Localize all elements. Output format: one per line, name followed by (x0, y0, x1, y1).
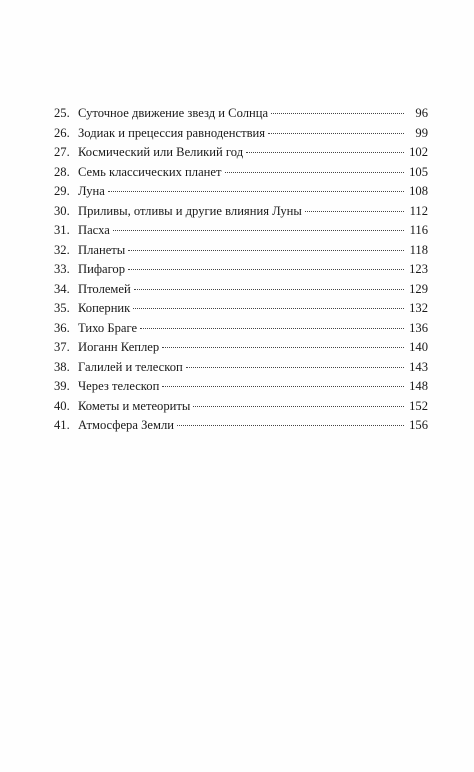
dot-leader (271, 113, 404, 114)
dot-leader (128, 269, 404, 270)
dot-leader (140, 328, 404, 329)
toc-entry-page: 99 (415, 125, 428, 140)
dot-leader (108, 191, 404, 192)
toc-entry-number: 41. (54, 418, 70, 432)
toc-entry-page: 148 (409, 379, 428, 393)
toc-entry-title: Через телескоп (78, 379, 160, 393)
toc-entry-number: 32. (54, 242, 70, 257)
toc-entry-page: 136 (409, 320, 428, 335)
toc-entry-page: 140 (409, 340, 428, 354)
toc-entry (54, 260, 428, 280)
toc-entry-number: 40. (54, 398, 70, 413)
toc-entry-page: 105 (409, 164, 428, 179)
toc-entry-page: 143 (409, 359, 428, 374)
toc-entry (54, 280, 428, 300)
toc-entry-page: 108 (409, 184, 428, 198)
toc-entry (54, 358, 428, 378)
toc-entry-title: Пифагор (78, 262, 126, 276)
toc-entry-page: 129 (409, 281, 428, 296)
toc-entry (54, 241, 428, 261)
toc-entry (54, 124, 428, 144)
toc-entry (54, 299, 428, 319)
toc-entry-number: 28. (54, 164, 70, 179)
dot-leader (246, 152, 404, 153)
toc-entry-number: 38. (54, 359, 70, 374)
toc-entry-page: 102 (409, 145, 428, 159)
toc-entry-page: 112 (409, 203, 428, 218)
dot-leader (128, 250, 404, 251)
dot-leader (133, 308, 404, 309)
toc-entry-page: 132 (409, 301, 428, 315)
toc-entry (54, 143, 428, 163)
toc-entry-number: 33. (54, 262, 70, 276)
toc-entry (54, 338, 428, 358)
toc-entry (54, 202, 428, 222)
toc-entry-title: Иоганн Кеплер (78, 340, 160, 354)
dot-leader (162, 347, 404, 348)
toc-entry (54, 397, 428, 417)
toc-entry-title: Кометы и метеориты (78, 398, 191, 413)
toc-entry-title: Тихо Браге (78, 320, 138, 335)
table-of-contents (54, 104, 428, 436)
toc-entry-title: Птолемей (78, 281, 131, 296)
toc-entry-page: 96 (415, 106, 428, 120)
toc-entry (54, 182, 428, 202)
toc-entry (54, 104, 428, 124)
toc-entry (54, 377, 428, 397)
toc-entry-page: 116 (409, 223, 428, 237)
toc-entry-number: 36. (54, 320, 70, 335)
toc-entry-title: Пасха (78, 223, 110, 237)
toc-entry-title: Галилей и телескоп (78, 359, 183, 374)
dot-leader (268, 133, 404, 134)
toc-entry-number: 30. (54, 203, 70, 218)
dot-leader (186, 367, 404, 368)
toc-entry (54, 163, 428, 183)
toc-entry-title: Планеты (78, 242, 126, 257)
toc-entry-title: Атмосфера Земли (78, 418, 174, 432)
toc-entry-number: 29. (54, 184, 70, 198)
toc-entry-title: Семь классических планет (78, 164, 222, 179)
toc-entry-page: 123 (409, 262, 428, 276)
dot-leader (177, 425, 404, 426)
dot-leader (113, 230, 404, 231)
dot-leader (225, 172, 405, 173)
toc-entry-number: 37. (54, 340, 70, 354)
toc-entry-number: 25. (54, 106, 70, 120)
toc-entry-title: Зодиак и прецессия равноденствия (78, 125, 266, 140)
toc-entry-title: Космический или Великий год (78, 145, 244, 159)
dot-leader (162, 386, 404, 387)
toc-entry-page: 156 (409, 418, 428, 432)
toc-entry-number: 34. (54, 281, 70, 296)
dot-leader (134, 289, 404, 290)
toc-entry (54, 416, 428, 436)
toc-entry-number: 35. (54, 301, 70, 315)
dot-leader (193, 406, 404, 407)
toc-entry-page: 152 (409, 398, 428, 413)
toc-entry-title: Коперник (78, 301, 131, 315)
toc-entry-number: 39. (54, 379, 70, 393)
toc-entry-page: 118 (409, 242, 428, 257)
toc-entry-number: 27. (54, 145, 70, 159)
dot-leader (305, 211, 404, 212)
toc-entry-title: Приливы, отливы и другие влияния Луны (78, 203, 302, 218)
toc-entry-number: 31. (54, 223, 70, 237)
toc-entry (54, 221, 428, 241)
toc-entry (54, 319, 428, 339)
toc-entry-title: Суточное движение звезд и Солнца (78, 106, 269, 120)
toc-entry-number: 26. (54, 125, 70, 140)
toc-entry-title: Луна (78, 184, 105, 198)
